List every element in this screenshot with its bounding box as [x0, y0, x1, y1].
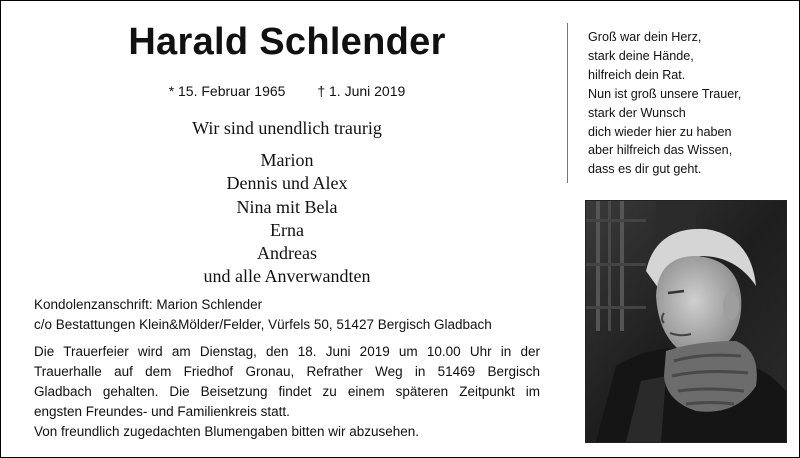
ceremony-line: engsten Freundes- und Familienkreis statt.	[34, 404, 290, 419]
mourner-name: und alle Anverwandten	[203, 266, 371, 287]
mourner-name: Nina mit Bela	[236, 196, 338, 217]
mourning-statement: Wir sind unendlich traurig	[192, 118, 382, 138]
condolence-address	[34, 295, 492, 335]
ceremony-line: Gladbach gehalten. Die Beisetzung findet zu einem späteren Zeitpunkt im	[34, 384, 540, 399]
ceremony-line: Von freundlich zugedachten Blumengaben bitten wir abzusehen.	[34, 424, 420, 439]
portrait-illustration	[586, 201, 786, 442]
ceremony-info	[34, 342, 540, 442]
poem-line: stark der Wunsch	[588, 105, 686, 120]
deceased-name: Harald Schlender	[128, 21, 446, 63]
ceremony-line: Trauerhalle auf dem Friedhof Gronau, Refrather Weg in 51469 Bergisch	[34, 364, 540, 379]
poem-line: Groß war dein Herz,	[588, 30, 702, 44]
life-dates	[21, 83, 553, 99]
poem-line: dich wieder hier zu haben	[588, 124, 732, 139]
poem-line: aber hilfreich das Wissen,	[588, 143, 733, 158]
poem-line: hilfreich dein Rat.	[588, 67, 686, 82]
poem	[588, 28, 741, 179]
condolence-address-line: c/o Bestattungen Klein&Mölder/Felder, Vürfels 50, 51427 Bergisch Gladbach	[34, 317, 492, 332]
birth-date: * 15. Februar 1965	[168, 83, 286, 99]
death-date: † 1. Juni 2019	[317, 83, 406, 99]
ceremony-line: Die Trauerfeier wird am Dienstag, den 18. Juni 2019 um 10.00 Uhr in der	[34, 344, 540, 359]
column-divider	[567, 23, 568, 183]
mourners-list	[21, 149, 553, 289]
mourner-name: Erna	[270, 219, 304, 240]
mourner-name: Marion	[260, 150, 314, 170]
poem-line: stark deine Hände,	[588, 48, 694, 63]
portrait-photo	[585, 200, 787, 443]
condolence-address-line: Kondolenzanschrift: Marion Schlender	[34, 297, 263, 312]
poem-line: dass es dir gut geht.	[588, 162, 702, 177]
mourner-name: Dennis und Alex	[226, 173, 348, 194]
poem-line: Nun ist groß unsere Trauer,	[588, 86, 742, 101]
mourner-name: Andreas	[257, 243, 317, 264]
